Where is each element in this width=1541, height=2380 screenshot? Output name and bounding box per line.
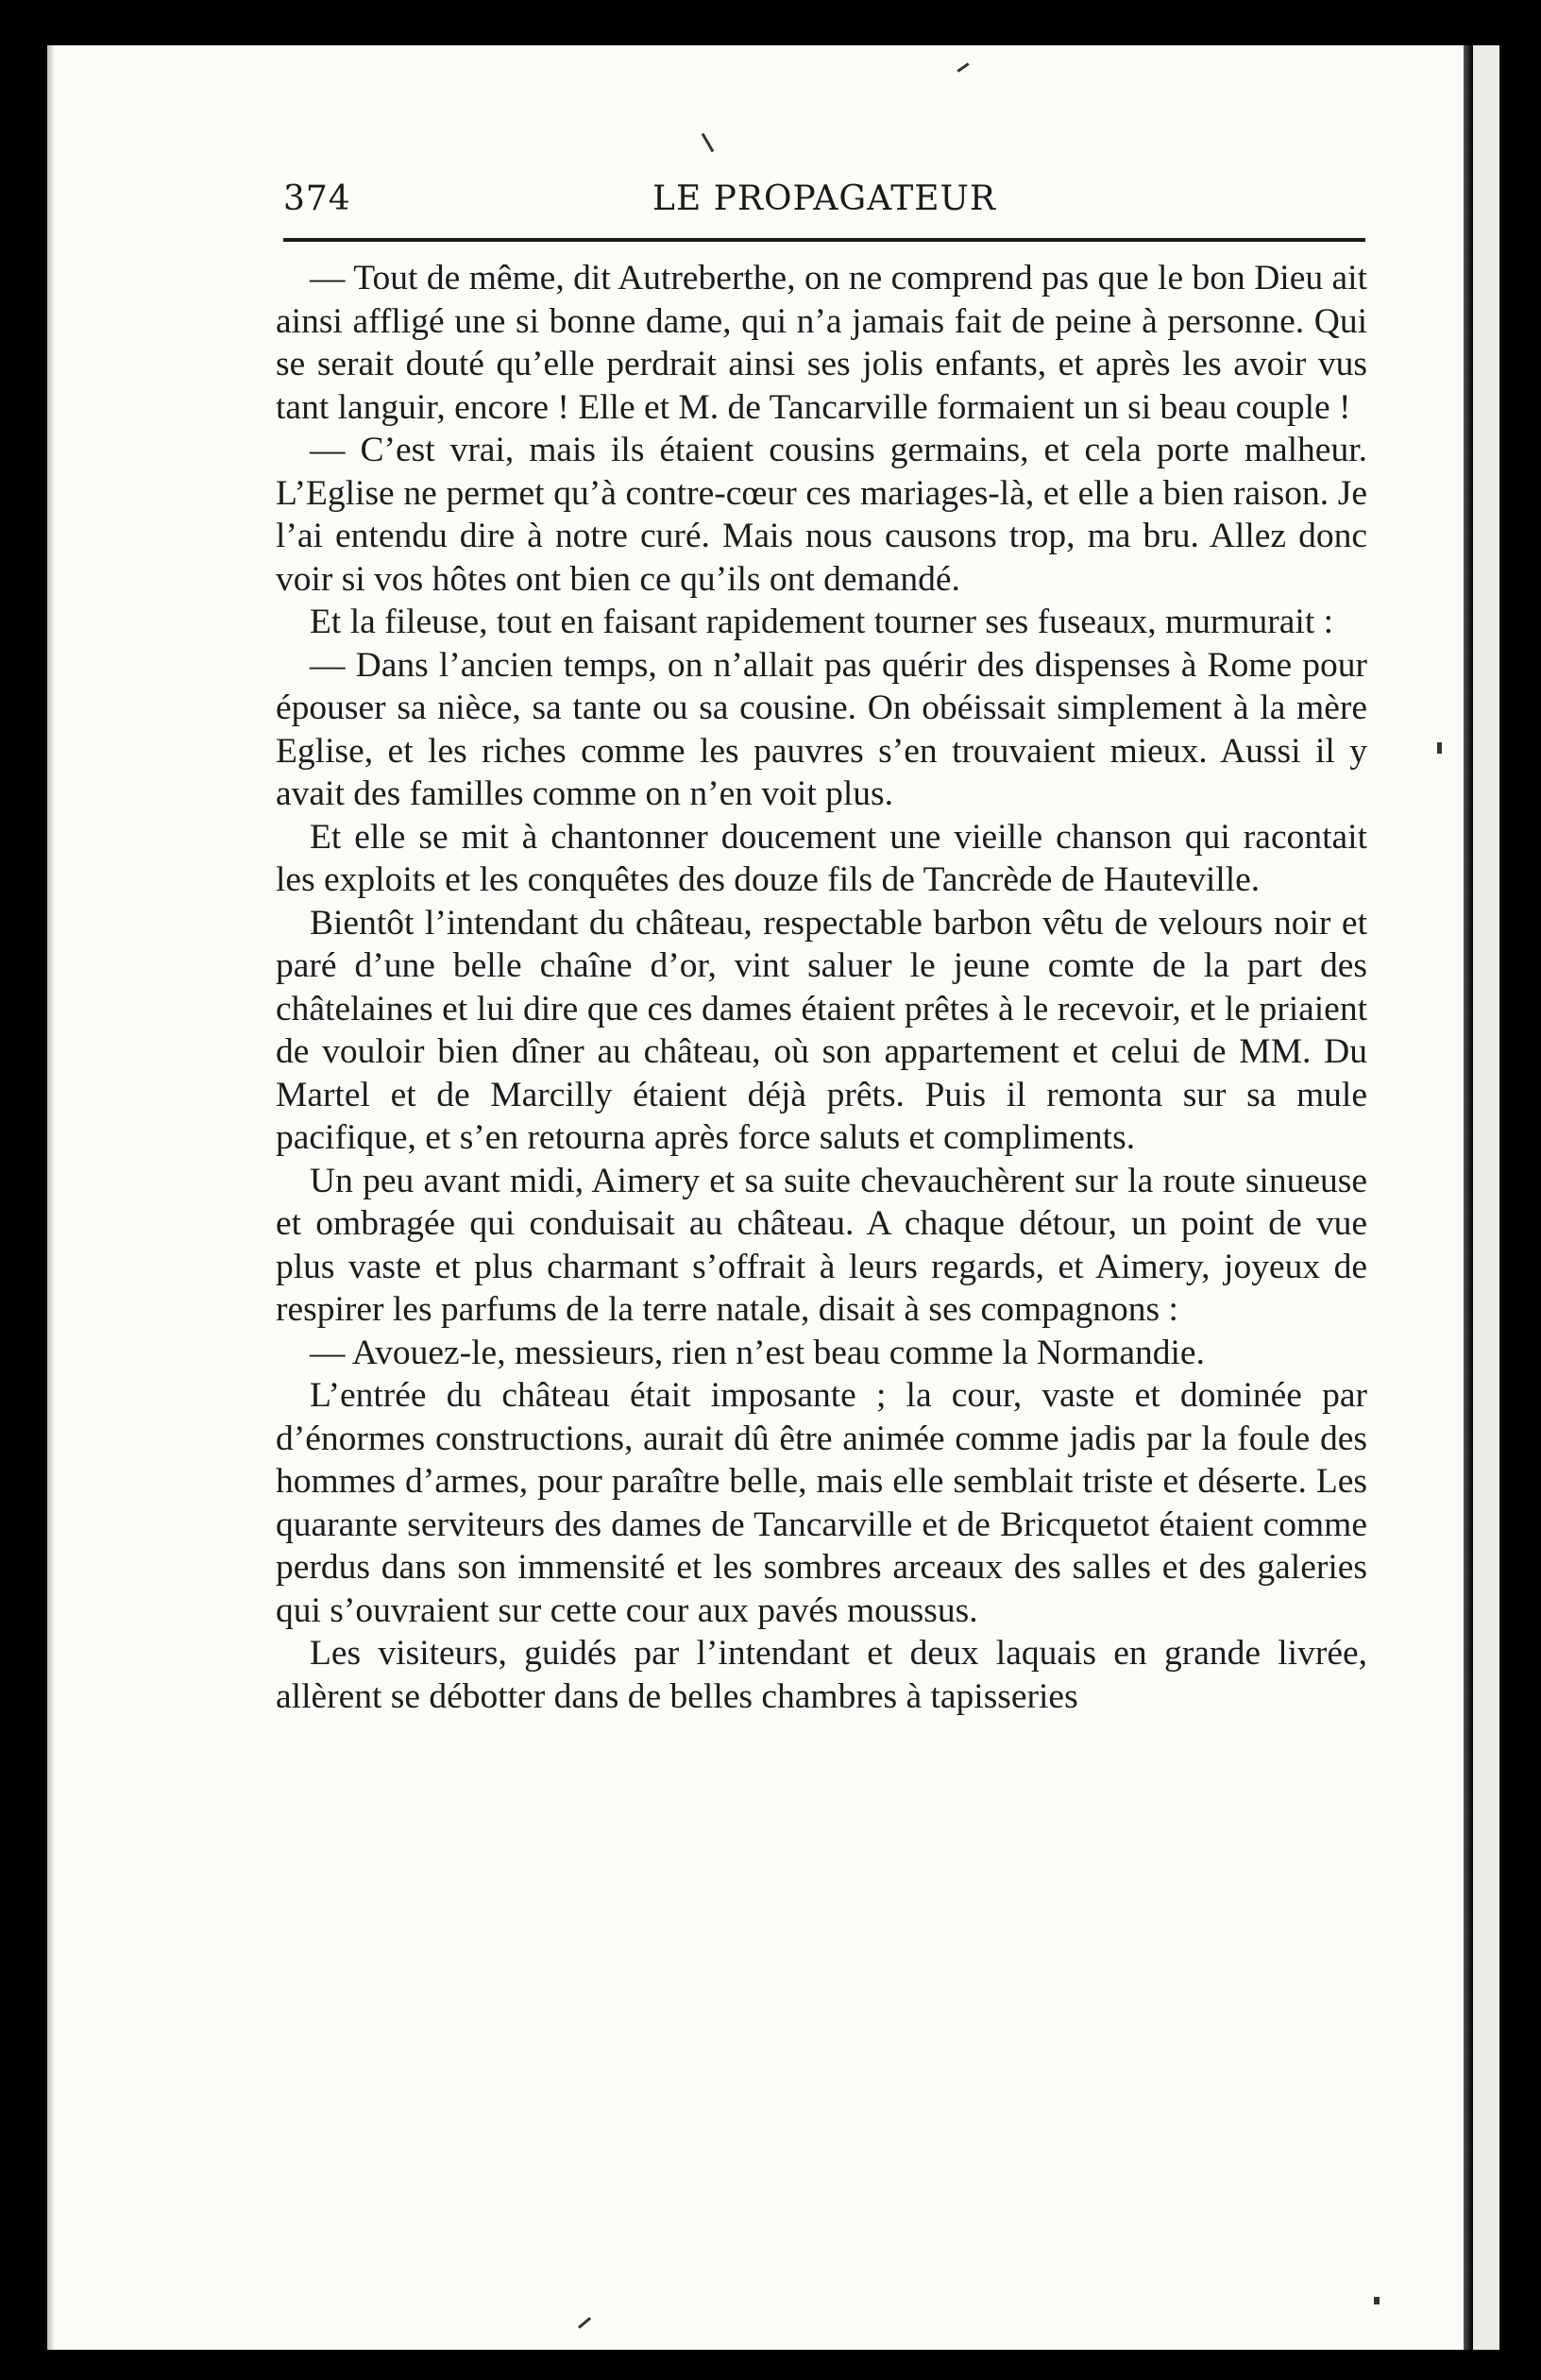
body-text [276, 257, 1367, 1718]
page-edge-shadow [1464, 45, 1473, 2350]
header-rule [283, 238, 1365, 242]
scan-speck [1374, 2297, 1380, 2304]
paragraph: Et la fileuse, tout en faisant rapidement tourner ses fuseaux, murmurait : [310, 603, 1334, 641]
facing-page-edge [1473, 45, 1499, 2350]
paragraph: — Avouez-le, messieurs, rien n’est beau comme la Normandie. [310, 1333, 1205, 1372]
paragraph: — Dans l’ancien temps, on n’allait pas quérir des dispenses à Rome pour épouser sa nièce, sa tante ou sa cousine. On obéissait simplement à la mère Eglise, et les riches comme les pauvres s’en trouvaient mieux. Aussi il y avait des familles comme on n’en voit plus. [276, 645, 1367, 813]
paragraph: Et elle se mit à chantonner doucement une vieille chanson qui racontait les exploits et les conquêtes des douze fils de Tancrède de Hauteville. [276, 817, 1367, 899]
paragraph: — C’est vrai, mais ils étaient cousins germains, et cela porte malheur. L’Eglise ne permet qu’à contre-cœur ces mariages-là, et elle a bien raison. Je l’ai entendu dire à notre curé. Mais nous causons trop, ma bru. Allez donc voir si vos hôtes ont bien ce qu’ils ont demandé. [276, 431, 1367, 599]
paragraph: Bientôt l’intendant du château, respectable barbon vêtu de velours noir et paré d’une belle chaîne d’or, vint saluer le jeune comte de la part des châtelaines et lui dire que ces dames étaient prêtes à le recevoir, et le priaient de vouloir bien dîner au château, où son appartement et celui de MM. Du Martel et de Marcilly étaient déjà prêts. Puis il remonta sur sa mule pacifique, et s’en retourna après force saluts et compliments. [276, 903, 1367, 1157]
paragraph: Les visiteurs, guidés par l’intendant et deux laquais en grande livrée, allèrent se débotter dans de belles chambres à tapisseries [276, 1634, 1367, 1716]
page-number: 374 [283, 179, 351, 218]
page-header [283, 179, 1365, 227]
page-gutter-shadow [47, 45, 55, 2350]
scan-speck [1437, 742, 1442, 754]
running-title: LE PROPAGATEUR [652, 179, 996, 218]
paragraph: L’entrée du château était imposante ; la cour, vaste et dominée par d’énormes constructions, aurait dû être animée comme jadis par la foule des hommes d’armes, pour paraître belle, mais elle semblait triste et déserte. Les quarante serviteurs des dames de Tancarville et de Bricquetot étaient comme perdus dans son immensité et les sombres arceaux des salles et des galeries qui s’ouvraient sur cette cour aux pavés moussus. [276, 1376, 1367, 1630]
paragraph: — Tout de même, dit Autreberthe, on ne comprend pas que le bon Dieu ait ainsi affligé une si bonne dame, qui n’a jamais fait de peine à personne. Qui se serait douté qu’elle perdrait ainsi ses jolis enfants, et après les avoir vus tant languir, encore ! Elle et M. de Tancarville formaient un si beau couple ! [276, 259, 1367, 427]
paragraph: Un peu avant midi, Aimery et sa suite chevauchèrent sur la route sinueuse et ombragée qui conduisait au château. A chaque détour, un point de vue plus vaste et plus charmant s’offrait à leurs regards, et Aimery, joyeux de respirer les parfums de la terre natale, disait à ses compagnons : [276, 1161, 1367, 1329]
